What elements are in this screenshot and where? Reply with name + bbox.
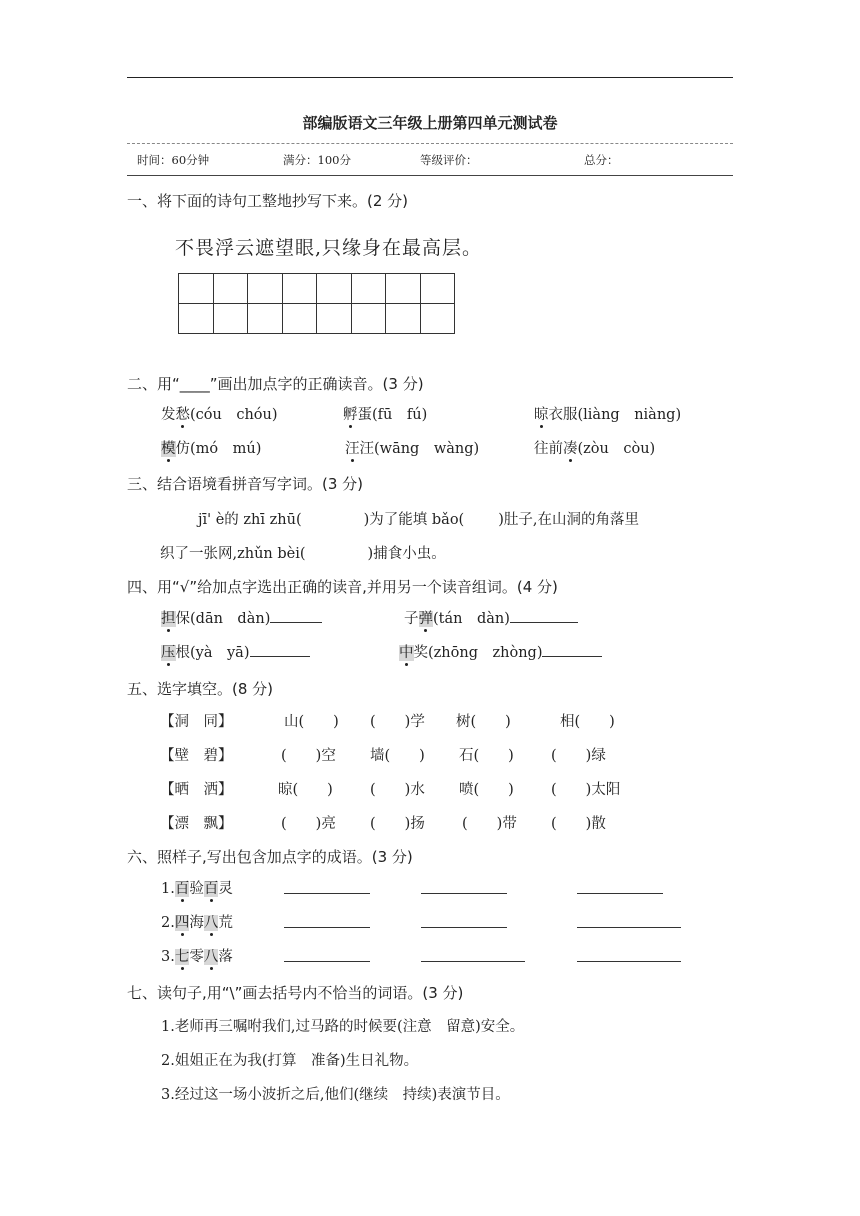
pinyin-item[interactable]: 往前凑(zòu còu): [534, 441, 656, 457]
section-2-heading: 二、用“____”画出加点字的正确读音。(3 分): [127, 375, 424, 393]
answer-line[interactable]: [284, 961, 370, 962]
idiom-example: 1.百验百灵: [161, 881, 233, 897]
word-group-label: 【壁 碧】: [160, 748, 233, 764]
pinyin-item[interactable]: 发愁(cóu chóu): [161, 407, 278, 423]
fill-item[interactable]: 喷( ): [459, 782, 514, 798]
fill-item[interactable]: 石( ): [459, 748, 514, 764]
fill-item[interactable]: 晾( ): [278, 782, 333, 798]
answer-line[interactable]: [284, 927, 370, 928]
answer-blank[interactable]: [250, 642, 310, 657]
writing-grid: [178, 273, 455, 334]
fill-item[interactable]: ( )绿: [551, 748, 606, 764]
dashed-divider: [127, 143, 733, 144]
grid-cell[interactable]: [386, 274, 421, 304]
section-3-heading: 三、结合语境看拼音写字词。(3 分): [127, 475, 364, 493]
section-5-heading: 五、选字填空。(8 分): [127, 680, 274, 698]
word-group-label: 【洞 同】: [160, 714, 233, 730]
fill-item[interactable]: ( )学: [370, 714, 425, 730]
total-label: 总分：: [584, 153, 619, 167]
reading-item[interactable]: 中奖(zhōng zhòng): [399, 641, 602, 662]
grid-cell[interactable]: [248, 304, 283, 334]
grid-cell[interactable]: [386, 304, 421, 334]
answer-line[interactable]: [421, 893, 507, 894]
sentence-item[interactable]: 3.经过这一场小波折之后,他们(继续 持续)表演节目。: [161, 1087, 510, 1103]
grid-cell[interactable]: [351, 274, 386, 304]
grid-cell[interactable]: [179, 304, 214, 334]
pinyin-item[interactable]: 晾衣服(liàng niàng): [534, 407, 682, 423]
top-rule: [127, 77, 733, 78]
answer-line[interactable]: [577, 961, 681, 962]
fill-item[interactable]: 相( ): [560, 714, 615, 730]
answer-line[interactable]: [421, 927, 507, 928]
time-label: 时间：60分钟: [137, 153, 210, 167]
word-group-label: 【漂 飘】: [160, 816, 233, 832]
fill-item[interactable]: ( )散: [551, 816, 606, 832]
fill-item[interactable]: ( )亮: [281, 816, 336, 832]
fill-item[interactable]: 山( ): [284, 714, 339, 730]
fill-item[interactable]: 墙( ): [370, 748, 425, 764]
answer-line[interactable]: [421, 961, 525, 962]
context-line-1: jī' è的 zhī zhū( )为了能填 bǎo( )肚子,在山洞的角落里: [198, 512, 639, 528]
grid-cell[interactable]: [282, 274, 317, 304]
grid-cell[interactable]: [179, 274, 214, 304]
grid-cell[interactable]: [420, 274, 455, 304]
grid-cell[interactable]: [420, 304, 455, 334]
full-score-label: 满分：100分: [283, 153, 351, 167]
pinyin-item[interactable]: 汪汪(wāng wàng): [345, 441, 480, 457]
grid-cell[interactable]: [213, 274, 248, 304]
section-1-heading: 一、将下面的诗句工整地抄写下来。(2 分): [127, 192, 409, 210]
sentence-item[interactable]: 1.老师再三嘱咐我们,过马路的时候要(注意 留意)安全。: [161, 1019, 525, 1035]
answer-line[interactable]: [284, 893, 370, 894]
grid-cell[interactable]: [351, 304, 386, 334]
idiom-example: 3.七零八落: [161, 949, 233, 965]
fill-item[interactable]: ( )水: [370, 782, 425, 798]
poem-line: 不畏浮云遮望眼,只缘身在最高层。: [175, 237, 483, 259]
section-6-heading: 六、照样子,写出包含加点字的成语。(3 分): [127, 848, 413, 866]
answer-line[interactable]: [577, 927, 681, 928]
fill-item[interactable]: 树( ): [456, 714, 511, 730]
idiom-example: 2.四海八荒: [161, 915, 233, 931]
answer-line[interactable]: [577, 893, 663, 894]
grid-cell[interactable]: [213, 304, 248, 334]
reading-item[interactable]: 担保(dān dàn): [161, 607, 322, 628]
answer-blank[interactable]: [510, 608, 578, 623]
answer-blank[interactable]: [270, 608, 322, 623]
context-line-2: 织了一张网,zhǔn bèi( )捕食小虫。: [160, 546, 446, 562]
sentence-item[interactable]: 2.姐姐正在为我(打算 准备)生日礼物。: [161, 1053, 419, 1069]
answer-blank[interactable]: [542, 642, 602, 657]
fill-item[interactable]: ( )空: [281, 748, 336, 764]
section-4-heading: 四、用“√”给加点字选出正确的读音,并用另一个读音组词。(4 分): [127, 578, 558, 596]
word-group-label: 【晒 洒】: [160, 782, 233, 798]
reading-item[interactable]: 子弹(tán dàn): [404, 607, 578, 628]
section-7-heading: 七、读句子,用“\”画去括号内不恰当的词语。(3 分): [127, 984, 464, 1002]
pinyin-item[interactable]: 模仿(mó mú): [161, 441, 262, 457]
pinyin-item[interactable]: 孵蛋(fū fú): [343, 407, 428, 423]
info-rule: [127, 175, 733, 176]
fill-item[interactable]: ( )带: [462, 816, 517, 832]
grid-cell[interactable]: [248, 274, 283, 304]
grid-cell[interactable]: [282, 304, 317, 334]
page-title: 部编版语文三年级上册第四单元测试卷: [302, 114, 558, 132]
fill-item[interactable]: ( )扬: [370, 816, 425, 832]
grade-label: 等级评价：: [420, 153, 478, 167]
reading-item[interactable]: 压根(yà yā): [161, 641, 310, 662]
fill-item[interactable]: ( )太阳: [551, 782, 621, 798]
grid-cell[interactable]: [317, 304, 352, 334]
grid-cell[interactable]: [317, 274, 352, 304]
